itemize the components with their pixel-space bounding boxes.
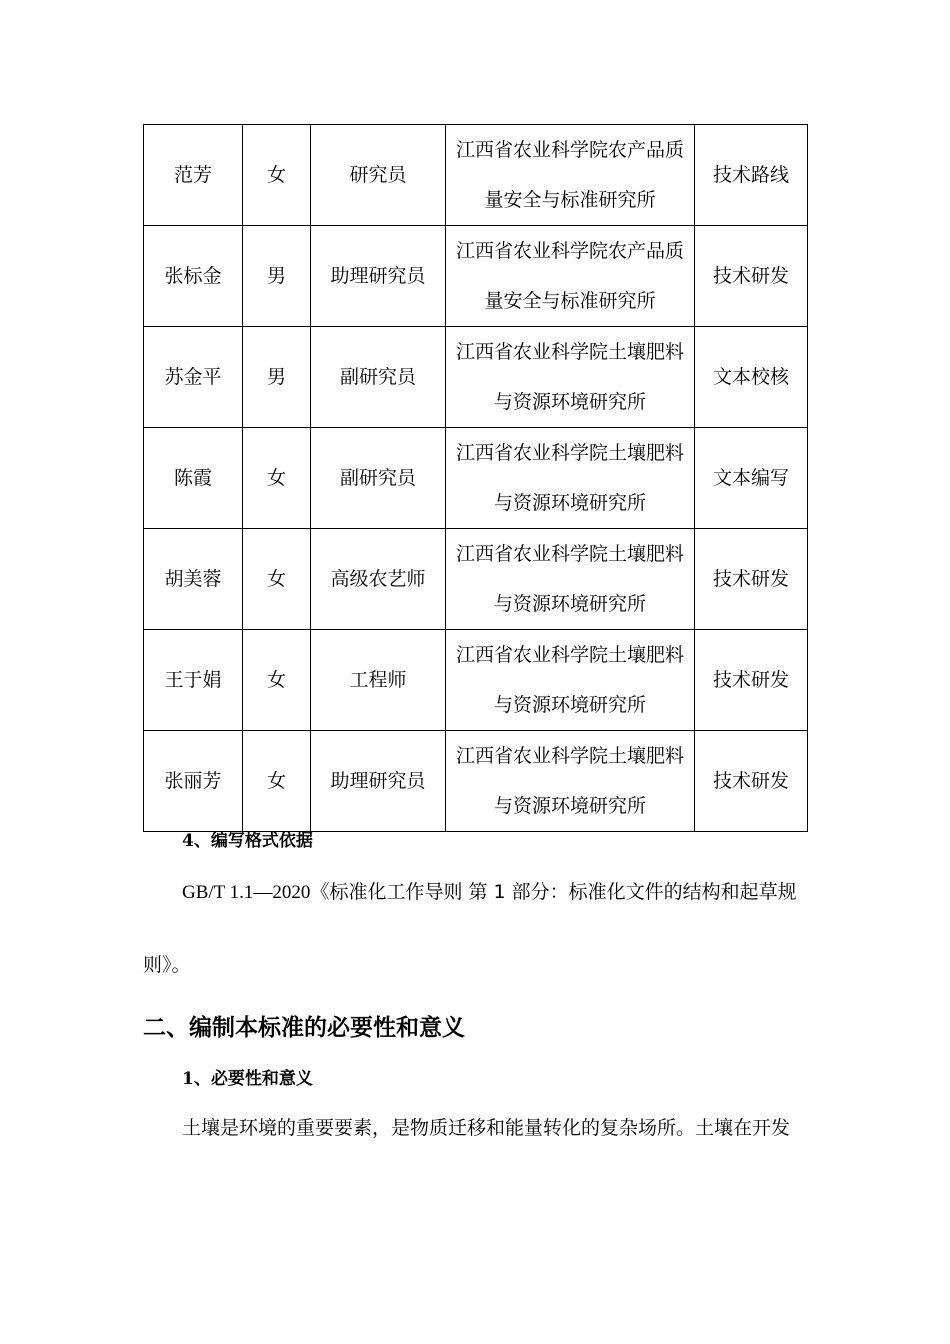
- name-cell: 胡美蓉: [144, 529, 243, 630]
- org-line-1: 江西省农业科学院土壤肥料: [455, 543, 684, 565]
- org-line-1: 江西省农业科学院农产品质: [455, 240, 684, 262]
- table-row: [144, 125, 808, 226]
- org-line-1: 江西省农业科学院土壤肥料: [455, 341, 684, 363]
- org-line-1: 江西省农业科学院农产品质: [455, 139, 684, 161]
- title-cell: 高级农艺师: [311, 529, 446, 630]
- title-cell: 副研究员: [311, 428, 446, 529]
- org-cell: [446, 327, 695, 428]
- table-row: [144, 226, 808, 327]
- body-paragraph: 土壤是环境的重要要素，是物质迁移和能量转化的复杂场所。土壤在开发: [182, 1117, 791, 1139]
- gender-cell: 女: [243, 125, 311, 226]
- staff-table: [143, 124, 808, 832]
- name-cell: 张丽芳: [144, 731, 243, 832]
- role-cell: 文本编写: [695, 428, 808, 529]
- role-cell: 技术研发: [695, 529, 808, 630]
- standard-reference-line-2: 则》。: [143, 954, 191, 976]
- name-cell: 苏金平: [144, 327, 243, 428]
- org-cell: [446, 125, 695, 226]
- role-cell: 技术研发: [695, 630, 808, 731]
- role-cell: 技术路线: [695, 125, 808, 226]
- table-row: [144, 428, 808, 529]
- org-line-2: 与资源环境研究所: [493, 593, 646, 615]
- org-line-2: 量安全与标准研究所: [484, 189, 656, 211]
- gender-cell: 男: [243, 226, 311, 327]
- role-cell: 技术研发: [695, 226, 808, 327]
- title-cell: 助理研究员: [311, 731, 446, 832]
- name-cell: 陈霞: [144, 428, 243, 529]
- name-cell: 张标金: [144, 226, 243, 327]
- org-cell: [446, 226, 695, 327]
- standard-code: GB/T 1.1—2020: [182, 882, 311, 903]
- table-row: [144, 327, 808, 428]
- gender-cell: 女: [243, 428, 311, 529]
- name-cell: 王于娟: [144, 630, 243, 731]
- chapter-2-heading: 二、编制本标准的必要性和意义: [143, 1015, 465, 1041]
- org-line-1: 江西省农业科学院土壤肥料: [455, 644, 684, 666]
- title-cell: 工程师: [311, 630, 446, 731]
- name-cell: 范芳: [144, 125, 243, 226]
- subsection-1-heading: 1、必要性和意义: [182, 1069, 313, 1089]
- role-cell: 技术研发: [695, 731, 808, 832]
- org-cell: [446, 529, 695, 630]
- gender-cell: 女: [243, 731, 311, 832]
- org-line-2: 与资源环境研究所: [493, 694, 646, 716]
- gender-cell: 女: [243, 529, 311, 630]
- org-cell: [446, 428, 695, 529]
- title-cell: 助理研究员: [311, 226, 446, 327]
- title-cell: 研究员: [311, 125, 446, 226]
- standard-title: 《标准化工作导则 第 1 部分：标准化文件的结构和起草规: [310, 881, 797, 903]
- role-cell: 文本校核: [695, 327, 808, 428]
- table-row: [144, 731, 808, 832]
- section-4-heading: 4、编写格式依据: [182, 831, 313, 851]
- org-line-1: 江西省农业科学院土壤肥料: [455, 745, 684, 767]
- table-row: [144, 529, 808, 630]
- org-line-1: 江西省农业科学院土壤肥料: [455, 442, 684, 464]
- gender-cell: 女: [243, 630, 311, 731]
- org-line-2: 与资源环境研究所: [493, 492, 646, 514]
- org-line-2: 量安全与标准研究所: [484, 290, 656, 312]
- org-line-2: 与资源环境研究所: [493, 795, 646, 817]
- table-row: [144, 630, 808, 731]
- gender-cell: 男: [243, 327, 311, 428]
- org-line-2: 与资源环境研究所: [493, 391, 646, 413]
- title-cell: 副研究员: [311, 327, 446, 428]
- standard-reference-line-1: [182, 879, 797, 906]
- org-cell: [446, 731, 695, 832]
- org-cell: [446, 630, 695, 731]
